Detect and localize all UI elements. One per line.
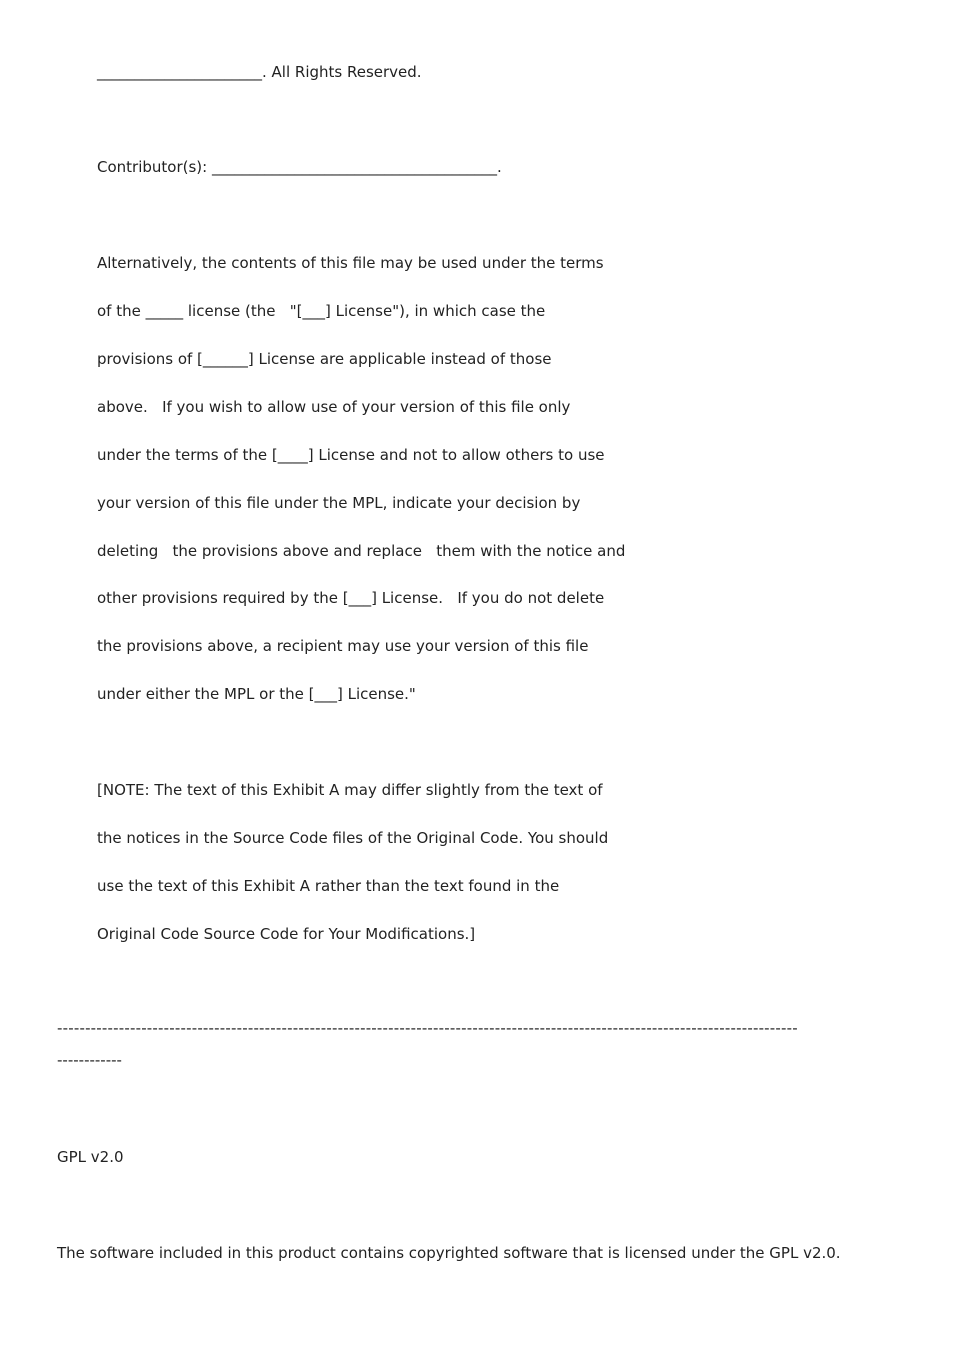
- gpl-heading: GPL v2.0: [57, 1148, 124, 1166]
- paragraph-line: [NOTE: The text of this Exhibit A may differ slightly from the text of: [97, 781, 603, 799]
- paragraph-line: under either the MPL or the [___] License.": [97, 685, 416, 703]
- dashed-separator-continuation: ------------: [57, 1051, 122, 1069]
- paragraph-line: other provisions required by the [___] License. If you do not delete: [97, 589, 605, 607]
- rights-reserved-line: ______________________. All Rights Reserved.: [97, 63, 422, 81]
- paragraph-line: of the _____ license (the "[___] License"), in which case the: [97, 302, 546, 320]
- paragraph-line: provisions of [______] License are applicable instead of those: [97, 350, 552, 368]
- paragraph-line: Alternatively, the contents of this file may be used under the terms: [97, 254, 604, 272]
- paragraph-line: the notices in the Source Code files of the Original Code. You should: [97, 829, 609, 847]
- paragraph-line: Original Code Source Code for Your Modifications.]: [97, 925, 476, 943]
- gpl-body-text: The software included in this product contains copyrighted software that is licensed under the GPL v2.0.: [57, 1244, 841, 1262]
- paragraph-line: under the terms of the [____] License and not to allow others to use: [97, 446, 605, 464]
- paragraph-line: use the text of this Exhibit A rather than the text found in the: [97, 877, 560, 895]
- contributors-line: Contributor(s): ______________________________________.: [97, 158, 502, 176]
- paragraph-line: your version of this file under the MPL, indicate your decision by: [97, 494, 581, 512]
- paragraph-line: the provisions above, a recipient may use your version of this file: [97, 637, 589, 655]
- paragraph-line: deleting the provisions above and replace them with the notice and: [97, 542, 626, 560]
- dashed-separator: ------------------------------------------------------------------------------------------------------------------------------------: [57, 1019, 798, 1037]
- paragraph-line: above. If you wish to allow use of your version of this file only: [97, 398, 571, 416]
